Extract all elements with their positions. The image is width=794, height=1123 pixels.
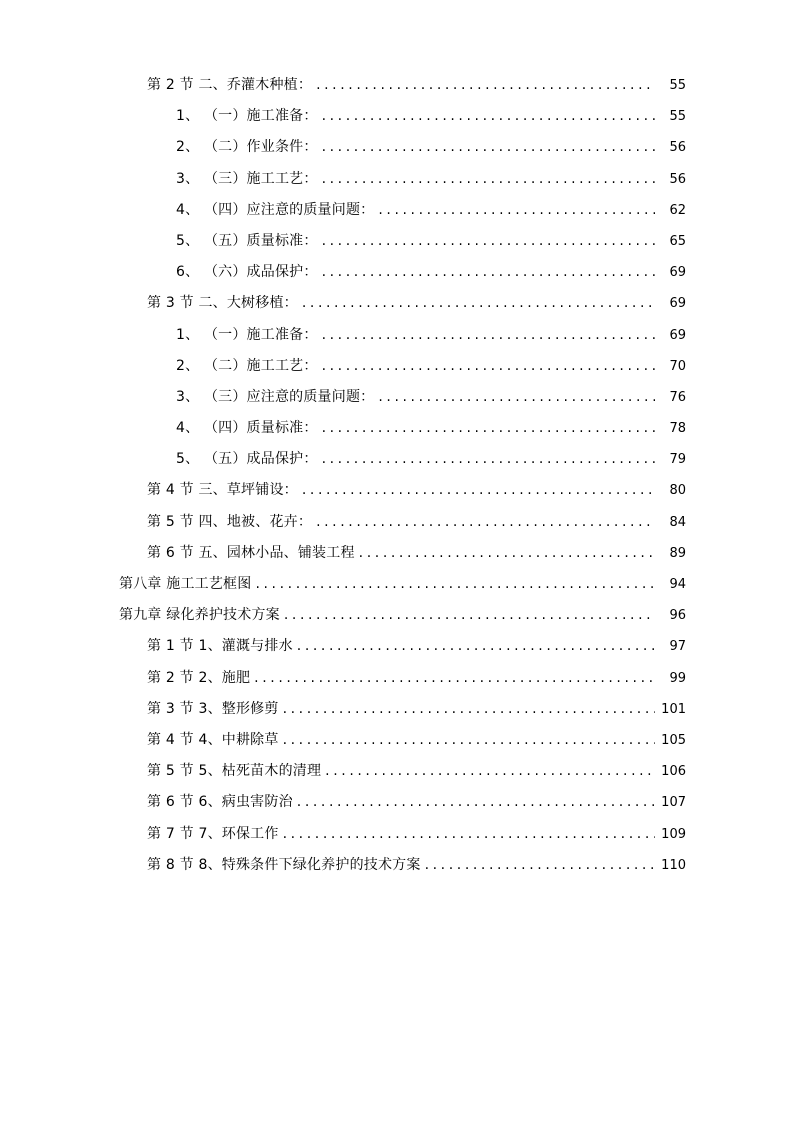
toc-entry[interactable] [0, 538, 794, 569]
toc-entry[interactable] [0, 725, 794, 756]
toc-entry-page-number: 65 [669, 233, 686, 249]
toc-entry[interactable] [0, 226, 794, 257]
toc-dot-leader [283, 725, 655, 756]
toc-dot-leader [378, 195, 655, 226]
toc-entry[interactable] [0, 475, 794, 506]
toc-dot-leader [316, 70, 655, 101]
toc-dot-leader [325, 756, 655, 787]
toc-dot-leader [322, 226, 655, 257]
toc-entry[interactable] [0, 257, 794, 288]
table-of-contents [0, 70, 794, 881]
toc-entry-page-number: 101 [661, 701, 686, 717]
toc-entry[interactable] [0, 101, 794, 132]
toc-entry[interactable] [0, 382, 794, 413]
toc-entry-title: 第 3 节 二、大树移植： [147, 295, 298, 312]
toc-entry-title: 1、 （一）施工准备： [176, 108, 318, 125]
toc-dot-leader [255, 569, 655, 600]
toc-entry[interactable] [0, 694, 794, 725]
toc-dot-leader [302, 288, 655, 319]
toc-entry[interactable] [0, 320, 794, 351]
toc-entry-page-number: 99 [669, 670, 686, 686]
toc-dot-leader [322, 132, 655, 163]
toc-dot-leader [425, 850, 655, 881]
toc-entry[interactable] [0, 288, 794, 319]
toc-entry-page-number: 56 [669, 171, 686, 187]
toc-entry-title: 4、 （四）质量标准： [176, 420, 318, 437]
toc-entry-title: 第 8 节 8、特殊条件下绿化养护的技术方案 [147, 856, 421, 873]
toc-entry-title: 4、 （四）应注意的质量问题： [176, 201, 375, 218]
toc-entry[interactable] [0, 850, 794, 881]
toc-entry-page-number: 69 [669, 296, 686, 312]
toc-dot-leader [283, 694, 655, 725]
toc-dot-leader [316, 507, 655, 538]
toc-entry-title: 第九章 绿化养护技术方案 [119, 607, 280, 624]
toc-entry-title: 2、 （二）施工工艺： [176, 357, 318, 374]
toc-entry-page-number: 109 [661, 826, 686, 842]
toc-entry-page-number: 56 [669, 140, 686, 156]
toc-dot-leader [254, 663, 655, 694]
toc-entry-title: 第 3 节 3、整形修剪 [147, 700, 279, 717]
toc-entry-page-number: 78 [669, 421, 686, 437]
toc-entry-title: 5、 （五）成品保护： [176, 451, 318, 468]
toc-entry-page-number: 62 [669, 202, 686, 218]
toc-entry[interactable] [0, 600, 794, 631]
toc-entry[interactable] [0, 507, 794, 538]
toc-entry-title: 第 5 节 5、枯死苗木的清理 [147, 763, 322, 780]
toc-entry-title: 6、 （六）成品保护： [176, 264, 318, 281]
toc-dot-leader [284, 600, 655, 631]
toc-dot-leader [297, 631, 655, 662]
toc-dot-leader [359, 538, 655, 569]
toc-dot-leader [283, 819, 655, 850]
toc-entry-title: 第八章 施工工艺框图 [119, 576, 252, 592]
toc-entry-page-number: 96 [669, 608, 686, 624]
toc-entry-page-number: 80 [669, 483, 686, 499]
toc-entry[interactable] [0, 787, 794, 818]
toc-entry[interactable] [0, 569, 794, 600]
toc-entry-page-number: 70 [669, 358, 686, 374]
toc-entry[interactable] [0, 164, 794, 195]
toc-dot-leader [302, 475, 655, 506]
toc-entry-title: 3、 （三）应注意的质量问题： [176, 388, 375, 405]
toc-entry-title: 1、 （一）施工准备： [176, 326, 318, 343]
toc-entry-page-number: 69 [669, 265, 686, 281]
toc-dot-leader [322, 351, 655, 382]
toc-dot-leader [322, 164, 655, 195]
toc-entry-title: 第 2 节 2、施肥 [147, 669, 251, 686]
toc-entry-page-number: 110 [661, 857, 686, 873]
toc-dot-leader [322, 444, 655, 475]
toc-dot-leader [322, 257, 655, 288]
toc-entry-title: 第 1 节 1、灌溉与排水 [147, 638, 293, 655]
toc-entry[interactable] [0, 195, 794, 226]
toc-entry-title: 第 4 节 4、中耕除草 [147, 731, 279, 748]
toc-dot-leader [322, 101, 655, 132]
toc-entry-title: 第 4 节 三、草坪铺设： [147, 482, 298, 499]
toc-entry[interactable] [0, 444, 794, 475]
toc-entry-page-number: 107 [661, 795, 686, 811]
toc-entry[interactable] [0, 70, 794, 101]
toc-entry-title: 2、 （二）作业条件： [176, 139, 318, 156]
toc-entry[interactable] [0, 351, 794, 382]
toc-entry-page-number: 69 [669, 327, 686, 343]
toc-entry[interactable] [0, 413, 794, 444]
toc-entry-title: 第 6 节 6、病虫害防治 [147, 794, 293, 811]
toc-entry-page-number: 55 [669, 109, 686, 125]
toc-entry[interactable] [0, 819, 794, 850]
toc-entry-page-number: 97 [669, 639, 686, 655]
toc-entry-title: 第 7 节 7、环保工作 [147, 825, 279, 842]
toc-entry-title: 3、 （三）施工工艺： [176, 170, 318, 187]
toc-entry-page-number: 84 [669, 514, 686, 530]
toc-entry-title: 第 6 节 五、园林小品、铺装工程 [147, 544, 355, 561]
toc-entry[interactable] [0, 132, 794, 163]
toc-entry-page-number: 94 [669, 577, 686, 592]
toc-dot-leader [297, 787, 655, 818]
toc-entry-title: 第 2 节 二、乔灌木种植： [147, 77, 313, 93]
toc-entry[interactable] [0, 756, 794, 787]
toc-entry-page-number: 55 [669, 78, 686, 93]
toc-entry-page-number: 79 [669, 452, 686, 468]
toc-entry-page-number: 105 [661, 732, 686, 748]
toc-dot-leader [378, 382, 655, 413]
toc-entry[interactable] [0, 663, 794, 694]
toc-entry-title: 第 5 节 四、地被、花卉： [147, 513, 313, 530]
toc-entry-page-number: 89 [669, 545, 686, 561]
toc-dot-leader [322, 320, 655, 351]
toc-entry-page-number: 106 [661, 764, 686, 780]
toc-entry-page-number: 76 [669, 389, 686, 405]
toc-entry[interactable] [0, 631, 794, 662]
toc-entry-title: 5、 （五）质量标准： [176, 232, 318, 249]
toc-dot-leader [322, 413, 655, 444]
